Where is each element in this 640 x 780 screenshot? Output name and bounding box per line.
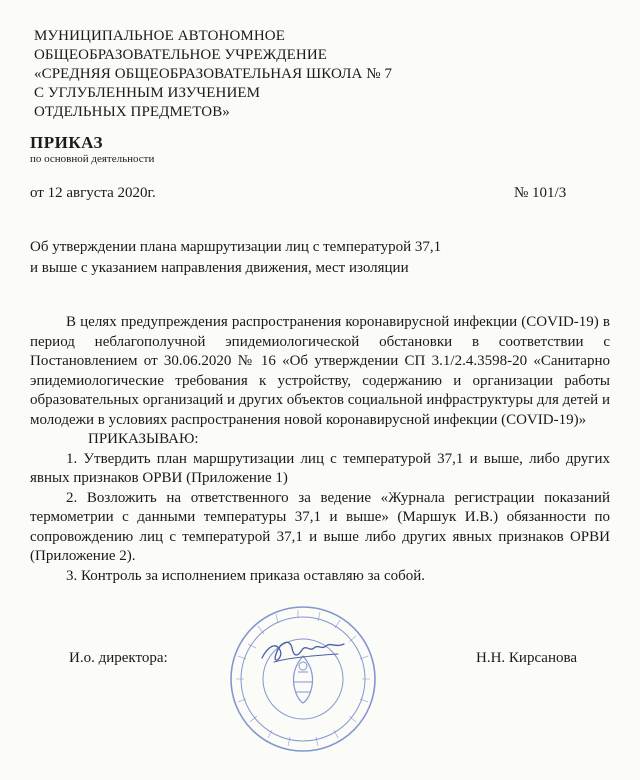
signatory-name: Н.Н. Кирсанова: [476, 650, 578, 666]
organization-line: ОТДЕЛЬНЫХ ПРЕДМЕТОВ»: [34, 104, 230, 120]
organization-line: С УГЛУБЛЕННЫМ ИЗУЧЕНИЕМ: [34, 85, 261, 101]
order-item: 2. Возложить на ответственного за ведение «Журнала регистрации показаний термометрии с данными температуры 37,1 и выше» (Маршук И.В.) обязанности по сопровождению лиц с температурой 37,1 и выше либо других явных признаков ОРВИ (Приложение 2).: [30, 489, 610, 564]
order-subtitle: по основной деятельности: [30, 153, 155, 165]
organization-line: МУНИЦИПАЛЬНОЕ АВТОНОМНОЕ: [34, 28, 285, 44]
order-subject: [30, 237, 590, 279]
preamble-paragraph: В целях предупреждения распространения коронавирусной инфекции (COVID-19) в период неблагополучной эпидемиологической обстановки в соответствии с Постановлением от 30.06.2020 № 16 «Об утверждении СП 3.1/2.4.3598-20 «Санитарно эпидемиологические требования к устройству, содержанию и организации работы образовательных организаций и других объектов социальной инфраструктуры для детей и молодежи в условиях распространения новой коронавирусной инфекции (COVID-19)»: [30, 314, 610, 428]
order-item: 1. Утвердить план маршрутизации лиц с температурой 37,1 и выше, либо других явных признаков ОРВИ (Приложение 1): [30, 450, 610, 486]
organization-line: «СРЕДНЯЯ ОБЩЕОБРАЗОВАТЕЛЬНАЯ ШКОЛА № 7: [34, 66, 393, 82]
organization-line: ОБЩЕОБРАЗОВАТЕЛЬНОЕ УЧРЕЖДЕНИЕ: [34, 47, 328, 63]
signatory-role: И.о. директора:: [69, 650, 168, 666]
order-item: 3. Контроль за исполнением приказа оставляю за собой.: [66, 567, 426, 584]
organization-header: [34, 27, 392, 122]
official-stamp-icon: [228, 604, 378, 754]
signature-icon: [258, 628, 348, 678]
subject-line: Об утверждении плана маршрутизации лиц с температурой 37,1: [30, 239, 442, 255]
order-body: [30, 313, 610, 586]
orders-label: ПРИКАЗЫВАЮ:: [88, 431, 199, 447]
subject-line: и выше с указанием направления движения, мест изоляции: [30, 260, 409, 276]
order-number: № 101/3: [514, 185, 567, 201]
order-date: от 12 августа 2020г.: [30, 185, 156, 201]
order-title: ПРИКАЗ: [30, 133, 103, 152]
